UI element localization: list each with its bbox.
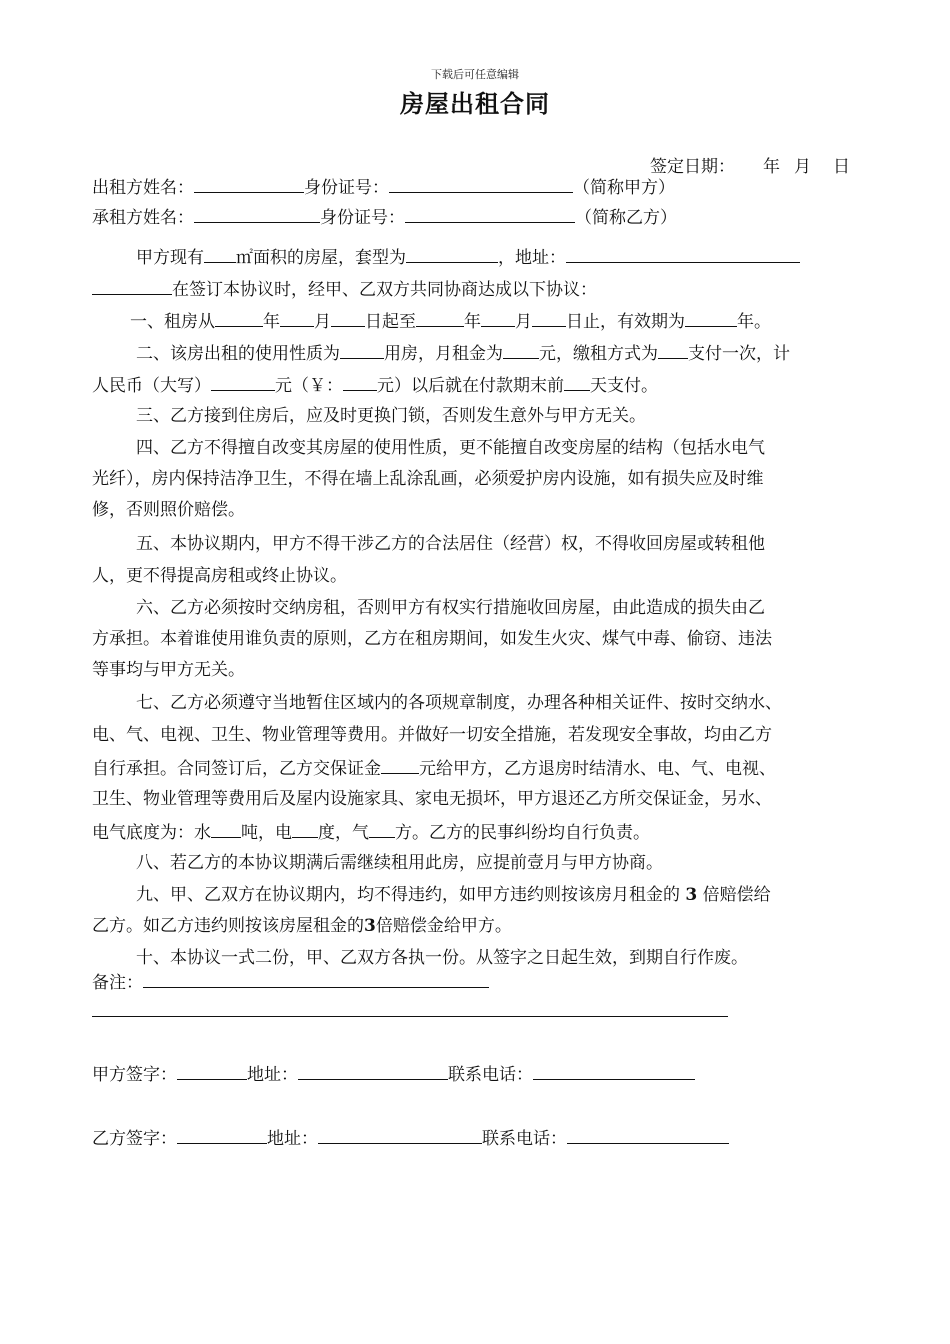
clause7-l5a: 电气底度为：水 [92, 823, 211, 843]
lessee-id-blank[interactable] [405, 205, 575, 223]
address-blank-cont[interactable] [92, 277, 172, 295]
clause-7-line-1: 七、乙方必须遵守当地暂住区域内的各项规章制度，办理各种相关证件、按时交纳水、 [136, 693, 782, 713]
sign-date-day: 日 [833, 157, 850, 177]
days-blank[interactable] [564, 373, 590, 391]
clause-9-line-2 [92, 915, 512, 937]
lessor-id-label: 身份证号： [304, 178, 389, 198]
amount-words-blank[interactable] [211, 373, 275, 391]
party-a-sign-blank[interactable] [177, 1062, 247, 1080]
clause-8: 八、若乙方的本协议期满后需继续租用此房，应提前壹月与甲方协商。 [136, 853, 663, 873]
clause-4-line-3: 修，否则照价赔偿。 [92, 500, 245, 520]
clause-10: 十、本协议一式二份，甲、乙双方各执一份。从签字之日起生效，到期自行作废。 [136, 948, 748, 968]
clause-7-line-5 [92, 820, 650, 844]
party-b-address-blank[interactable] [318, 1126, 482, 1144]
lessee-line [92, 205, 677, 229]
clause-2-line-1 [136, 341, 790, 365]
clause2-b: 用房，月租金为 [384, 344, 503, 364]
clause1-c: 月 [314, 312, 331, 332]
end-month-blank[interactable] [481, 309, 515, 327]
clause1-g: 日止，有效期为 [566, 312, 685, 332]
party-a-phone-label: 联系电话： [448, 1065, 533, 1085]
sign-date-label: 签定日期： [650, 157, 735, 177]
clause7-l5d: 方。乙方的民事纠纷均自行负责。 [395, 823, 650, 843]
clause7-l5b: 吨，电 [241, 823, 292, 843]
party-b-phone-label: 联系电话： [482, 1129, 567, 1149]
sign-date-year: 年 [763, 157, 780, 177]
clause1-d: 日起至 [365, 312, 416, 332]
lessee-name-blank[interactable] [194, 205, 320, 223]
deposit-blank[interactable] [381, 756, 419, 774]
lessee-id-label: 身份证号： [320, 208, 405, 228]
clause2-f: 元（￥： [275, 376, 343, 396]
party-a-phone-blank[interactable] [533, 1062, 695, 1080]
clause1-h: 年。 [737, 312, 771, 332]
lessor-short: （简称甲方） [573, 178, 675, 198]
party-b-sign-line [92, 1126, 729, 1150]
party-a-sign-label: 甲方签字： [92, 1065, 177, 1085]
clause2-c: 元，缴租方式为 [539, 344, 658, 364]
clause2-d: 支付一次，计 [688, 344, 790, 364]
clause9-l2c: 倍赔偿金给甲方。 [375, 916, 512, 936]
clause9-l1b: 3 [685, 885, 698, 905]
clause-5-line-2: 人，更不得提高房租或终止协议。 [92, 566, 347, 586]
intro-text-a: 甲方现有 [136, 248, 204, 268]
page-title: 房屋出租合同 [400, 90, 550, 118]
clause-7-line-4: 卫生、物业管理等费用后及屋内设施家具、家电无损坏，甲方退还乙方所交保证金，另水、 [92, 789, 772, 809]
remarks-blank-line-2[interactable] [92, 1016, 728, 1017]
party-b-address-label: 地址： [267, 1129, 318, 1149]
gas-reading-blank[interactable] [369, 820, 395, 838]
end-day-blank[interactable] [532, 309, 566, 327]
clause1-b: 年 [263, 312, 280, 332]
clause9-l1a: 九、甲、乙双方在协议期内，均不得违约，如甲方违约则按该房月租金的 [136, 885, 686, 905]
lessee-short: （简称乙方） [575, 208, 677, 228]
clause7-l3a: 自行承担。合同签订后，乙方交保证金 [92, 759, 381, 779]
lessee-name-label: 承租方姓名： [92, 208, 194, 228]
start-year-blank[interactable] [215, 309, 263, 327]
start-day-blank[interactable] [331, 309, 365, 327]
clause-7-line-2: 电、气、电视、卫生、物业管理等费用。并做好一切安全措施，若发现安全事故，均由乙方 [92, 725, 772, 745]
clause-2-line-2 [92, 373, 658, 397]
party-b-phone-blank[interactable] [567, 1126, 729, 1144]
clause-6-line-3: 等事均与甲方无关。 [92, 660, 245, 680]
party-a-sign-line [92, 1062, 695, 1086]
end-year-blank[interactable] [416, 309, 464, 327]
party-b-sign-label: 乙方签字： [92, 1129, 177, 1149]
area-blank[interactable] [204, 245, 236, 263]
remarks-label: 备注： [92, 973, 143, 993]
intro-text-d: 在签订本协议时，经甲、乙双方共同协商达成以下协议： [172, 280, 597, 300]
clause-7-line-3 [92, 756, 776, 780]
lessor-line [92, 175, 675, 199]
start-month-blank[interactable] [280, 309, 314, 327]
clause9-l2b: 3 [364, 916, 376, 936]
clause-1 [130, 309, 771, 333]
clause7-l5c: 度，气 [318, 823, 369, 843]
download-note: 下载后可任意编辑 [431, 68, 519, 81]
sign-date [650, 152, 850, 177]
water-reading-blank[interactable] [211, 820, 241, 838]
rent-blank[interactable] [503, 341, 539, 359]
party-a-address-blank[interactable] [298, 1062, 448, 1080]
clause1-a: 一、租房从 [130, 312, 215, 332]
period-blank[interactable] [685, 309, 737, 327]
clause2-e: 人民币（大写） [92, 376, 211, 396]
address-blank[interactable] [566, 245, 800, 263]
usage-blank[interactable] [340, 341, 384, 359]
amount-number-blank[interactable] [343, 373, 377, 391]
clause1-e: 年 [464, 312, 481, 332]
clause-9-line-1 [136, 884, 771, 906]
lessor-name-blank[interactable] [194, 175, 304, 193]
clause2-h: 天支付。 [590, 376, 658, 396]
clause9-l1c: 倍赔偿给 [697, 885, 771, 905]
lessor-name-label: 出租方姓名： [92, 178, 194, 198]
electricity-reading-blank[interactable] [292, 820, 318, 838]
clause-4-line-2: 光纤），房内保持洁净卫生，不得在墙上乱涂乱画，必须爱护房内设施，如有损失应及时维 [92, 469, 764, 489]
clause-3: 三、乙方接到住房后，应及时更换门锁，否则发生意外与甲方无关。 [136, 406, 646, 426]
pay-cycle-blank[interactable] [658, 341, 688, 359]
clause1-f: 月 [515, 312, 532, 332]
lessor-id-blank[interactable] [389, 175, 573, 193]
clause-4-line-1: 四、乙方不得擅自改变其房屋的使用性质，更不能擅自改变房屋的结构（包括水电气 [136, 438, 765, 458]
intro-line-2 [92, 277, 597, 301]
intro-text-c: ，地址： [498, 248, 566, 268]
intro-text-b: ㎡面积的房屋，套型为 [236, 248, 406, 268]
unit-type-blank[interactable] [406, 245, 498, 263]
remarks-blank[interactable] [143, 970, 489, 988]
remarks-line [92, 970, 489, 994]
sign-date-month: 月 [794, 157, 811, 177]
clause-6-line-2: 方承担。本着谁使用谁负责的原则，乙方在租房期间，如发生火灾、煤气中毒、偷窃、违法 [92, 629, 772, 649]
clause2-a: 二、该房出租的使用性质为 [136, 344, 340, 364]
party-b-sign-blank[interactable] [177, 1126, 267, 1144]
clause9-l2a: 乙方。如乙方违约则按该房屋租金的 [92, 916, 364, 936]
clause-5-line-1: 五、本协议期内，甲方不得干涉乙方的合法居住（经营）权，不得收回房屋或转租他 [136, 534, 765, 554]
clause7-l3b: 元给甲方，乙方退房时结清水、电、气、电视、 [419, 759, 776, 779]
clause2-g: 元）以后就在付款期末前 [377, 376, 564, 396]
clause-6-line-1: 六、乙方必须按时交纳房租，否则甲方有权实行措施收回房屋，由此造成的损失由乙 [136, 598, 765, 618]
intro-line-1 [136, 245, 800, 269]
party-a-address-label: 地址： [247, 1065, 298, 1085]
